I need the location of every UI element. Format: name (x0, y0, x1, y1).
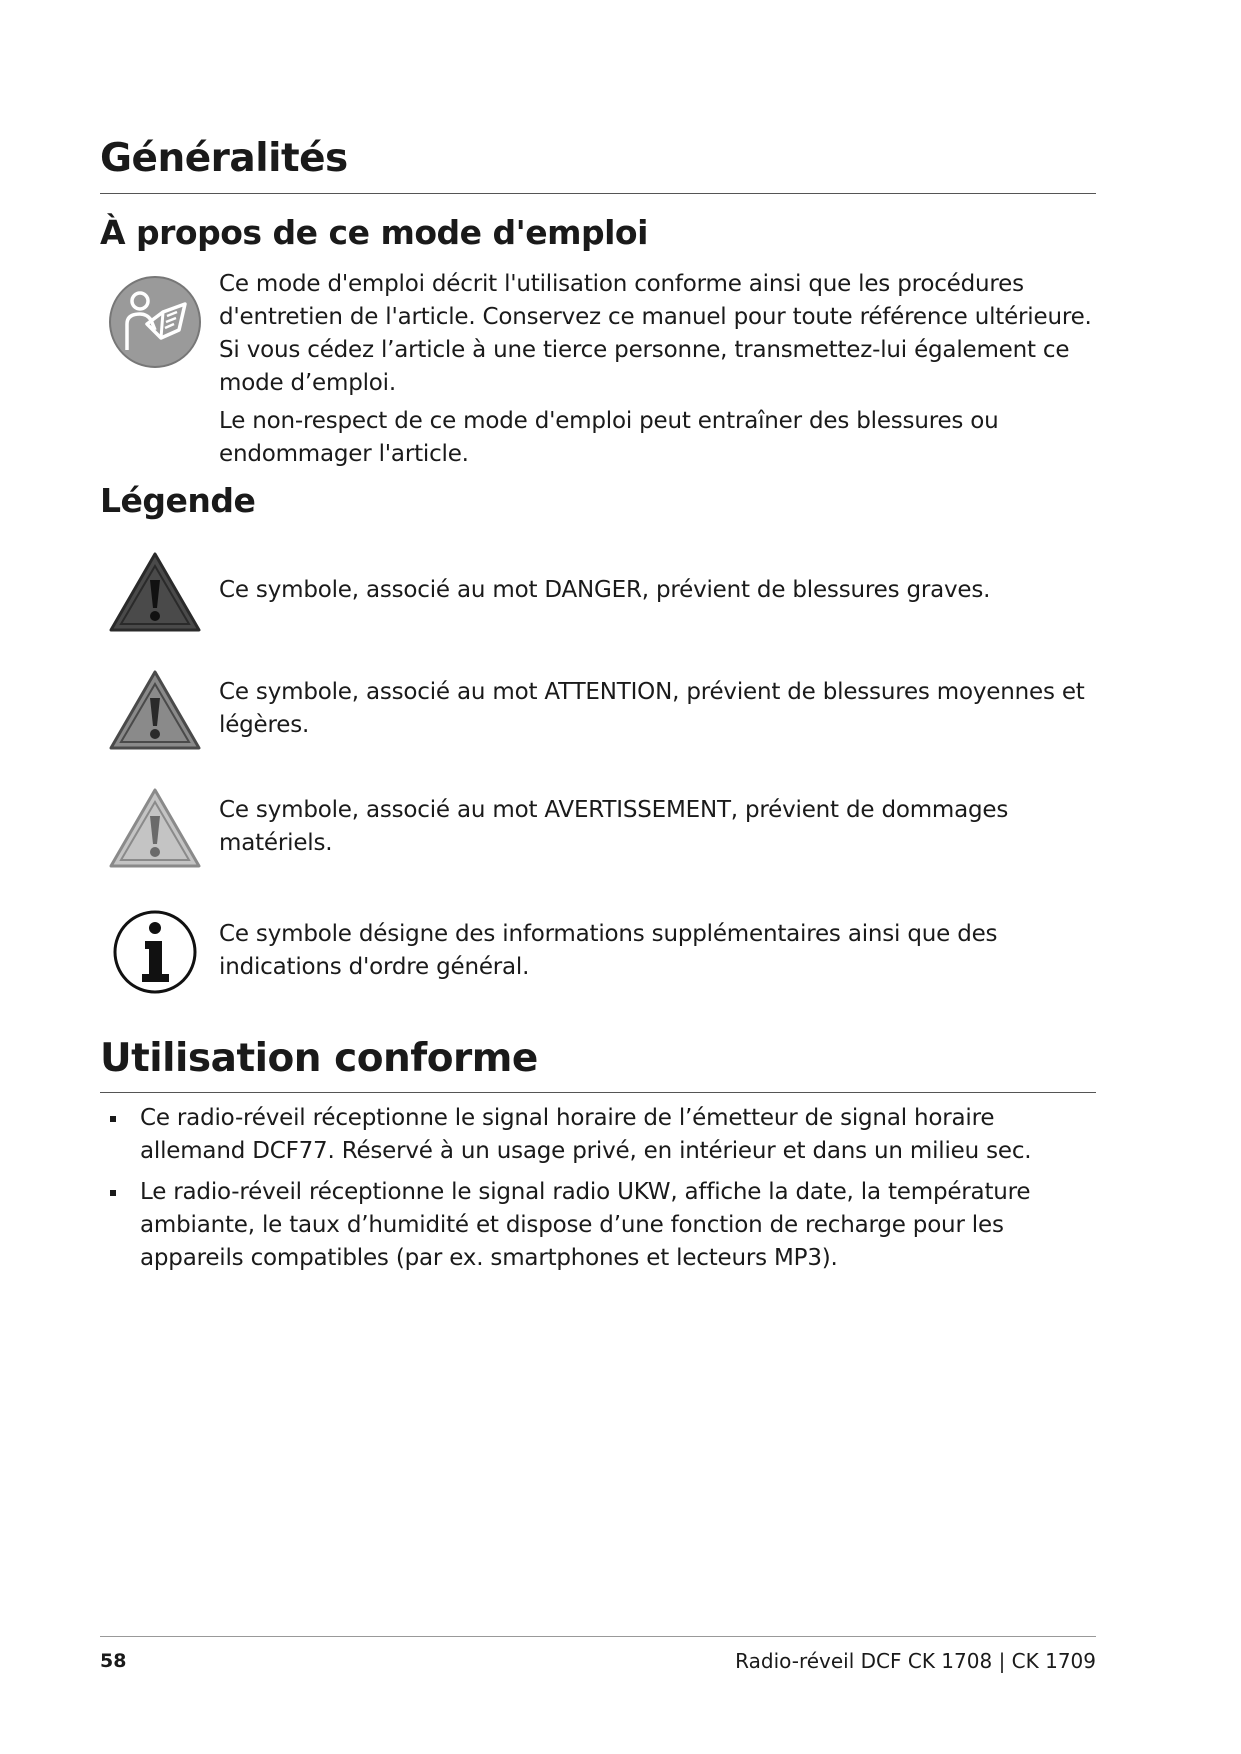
legend-attention-text: Ce symbole, associé au mot ATTENTION, prévient de blessures moyennes et légères. (219, 679, 1085, 738)
page-number: 58 (100, 1650, 127, 1672)
apropos-paragraph-1: Ce mode d'emploi décrit l'utilisation conforme ainsi que les procédures d'entretien de l'article. Conservez ce manuel pour toute référence ultérieure. Si vous cédez l’article à une tierce personne, transmettez-lui également ce mode d’emploi. (219, 271, 1092, 396)
bullet-icon (110, 1190, 116, 1196)
list-item (100, 1176, 1096, 1275)
list-item-text: Ce radio-réveil réceptionne le signal horaire de l’émetteur de signal horaire allemand DCF77. Réservé à un usage privé, en intérieur et dans un milieu sec. (140, 1105, 1032, 1164)
apropos-paragraph-2: Le non-respect de ce mode d'emploi peut entraîner des blessures ou endommager l'article. (219, 408, 999, 467)
legend-info-text: Ce symbole désigne des informations supplémentaires ainsi que des indications d'ordre général. (219, 921, 998, 980)
apropos-text (219, 268, 1099, 471)
heading-utilisation: Utilisation conforme (100, 1036, 538, 1081)
attention-warning-icon (107, 668, 203, 752)
bullet-icon (110, 1116, 116, 1122)
danger-warning-icon (107, 550, 203, 634)
heading-legende: Légende (100, 481, 256, 520)
heading-generalites: Généralités (100, 136, 348, 181)
product-name: Radio-réveil DCF CK 1708 | CK 1709 (735, 1649, 1096, 1673)
heading-rule (100, 193, 1096, 194)
section-utilisation (100, 1036, 1096, 1083)
legend-avertissement-text: Ce symbole, associé au mot AVERTISSEMENT, prévient de dommages matériels. (219, 797, 1009, 856)
list-item-text: Le radio-réveil réceptionne le signal radio UKW, affiche la date, la température ambiante, le taux d’humidité et dispose d’une fonction de recharge pour les appareils compatibles (par ex. smartphones et lecteurs MP3). (140, 1179, 1031, 1271)
footer-rule (100, 1636, 1096, 1637)
section-legende (100, 481, 1096, 521)
section-generalites (100, 136, 1096, 183)
heading-rule (100, 1092, 1096, 1093)
list-item (100, 1102, 1096, 1168)
info-icon (107, 908, 203, 996)
legend-danger-text: Ce symbole, associé au mot DANGER, prévient de blessures graves. (219, 577, 991, 603)
avertissement-warning-icon (107, 786, 203, 870)
heading-apropos: À propos de ce mode d'emploi (100, 213, 648, 252)
read-manual-icon (107, 274, 203, 370)
section-apropos (100, 213, 1096, 253)
utilisation-list (100, 1102, 1096, 1283)
